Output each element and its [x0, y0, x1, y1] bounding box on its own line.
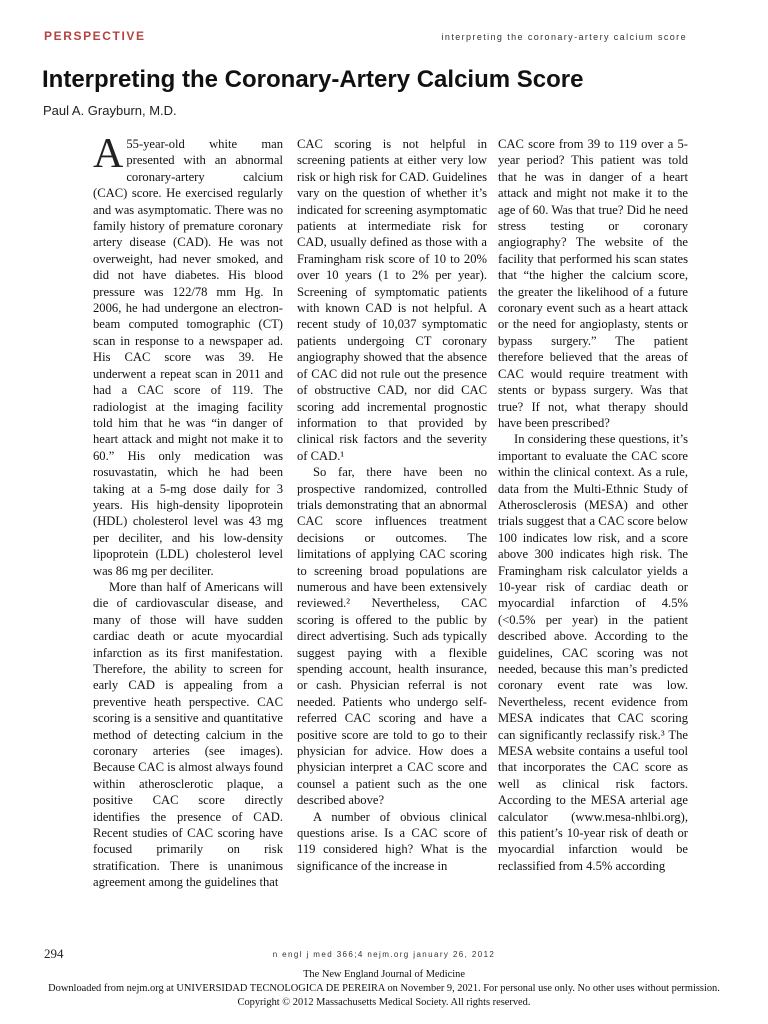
- article-title: Interpreting the Coronary-Artery Calcium Score: [42, 66, 584, 93]
- page-number: 294: [44, 946, 64, 961]
- download-notice: Downloaded from nejm.org at UNIVERSIDAD TECNOLOGICA DE PEREIRA on November 9, 2021. For personal use only. No other uses without permission.: [48, 983, 720, 994]
- text-column-1: [93, 136, 283, 926]
- text-column-2: [297, 136, 487, 926]
- running-title: interpreting the coronary-artery calcium score: [441, 32, 687, 42]
- paragraph: In considering these questions, it’s important to evaluate the CAC score within the clinical context. As a rule, data from the Multi-Ethnic Study of Atherosclerosis (MESA) and other trials suggest that a CAC score below 100 indicates low risk, and a score above 300 indicates high risk. The Framingham risk calculator yields a 10-year risk of cardiac death or myocardial infarction of 4.5% (<0.5% per year) in the patient described above. According to the guidelines, CAC scoring was not needed, because this man’s predicted coronary event rate was low. Nevertheless, recent evidence from MESA indicates that CAC scoring can significantly reclassify risk.³ The MESA website contains a useful tool that incorporates the CAC score as well as clinical risk factors. According to the MESA arterial age calculator (www.mesa-nhlbi.org), this patient’s 10-year risk of death or myocardial infarction would be reclassified from 4.5% according: [498, 432, 688, 873]
- paragraph-text: 55-year-old white man presented with an abnormal coronary-artery calcium (CAC) score. He exercised regularly and was asymptomatic. There was no family history of premature coronary artery disease (CAD). He was not overweight, had never smoked, and did not have diabetes. His blood pressure was 122/78 mm Hg. In 2006, he had undergone an electron-beam computed tomographic (CT) scan in response to a newspaper ad. His CAC score was 39. He underwent a repeat scan in 2011 and had a CAC score of 119. The radiologist at the imaging facility told him that he was “in danger of heart attack and might not make it to 60.” His only medication was rosuvastatin, which he had been taking at a 5-mg dose daily for 3 years. His high-density lipoprotein (HDL) cholesterol level was 43 mg per deciliter, and his low-density lipoprotein (LDL) cholesterol level was 86 mg per deciliter.: [93, 137, 283, 578]
- paragraph: More than half of Americans will die of cardiovascular disease, and many of those will have sudden cardiac death or acute myocardial infarction as its first manifestation. Therefore, the ability to screen for early CAD is appealing from a preventive heath perspective. CAC scoring is a sensitive and quantitative method of detecting calcium in the coronary arteries (see images). Because CAC is almost always found within atherosclerotic plaque, a positive CAC score directly identifies the presence of CAD. Recent studies of CAC scoring have focused primarily on risk stratification. There is unanimous agreement among the guidelines that: [93, 579, 283, 890]
- drop-cap: A: [93, 136, 124, 177]
- copyright-line: Copyright © 2012 Massachusetts Medical Society. All rights reserved.: [237, 997, 531, 1008]
- text-column-3: [498, 136, 688, 926]
- paragraph: So far, there have been no prospective randomized, controlled trials demonstrating that an abnormal CAC score influences treatment decisions or outcomes. The limitations of applying CAC scoring to screening broad populations are numerous and have been extensively reviewed.² Nevertheless, CAC scoring is offered to the public by direct advertising. Such ads typically suggest paying with a flexible spending account, health insurance, or cash. Physician referral is not needed. Patients who undergo self-referred CAC scoring and have a positive score are told to go to their physician for advice. How does a physician interpret a CAC score and counsel a patient such as the one described above?: [297, 465, 487, 808]
- author-byline: Paul A. Grayburn, M.D.: [43, 103, 177, 118]
- paragraph: [93, 136, 283, 579]
- paragraph: CAC scoring is not helpful in screening patients at either very low risk or high risk for CAD. Guidelines vary on the question of whether it’s indicated for screening asymptomatic patients at intermediate risk for CAD, usually defined as those with a Framingham risk score of 10 to 20% over 10 years (1 to 2% per year). Screening of symptomatic patients with known CAD is not helpful. A recent study of 10,037 symptomatic patients undergoing CT coronary angiography showed that the absence of CAC did not rule out the presence of obstructive CAD, nor did CAC scoring add incremental prognostic information to that provided by clinical risk factors and the severity of CAD.¹: [297, 137, 487, 463]
- section-label: PERSPECTIVE: [44, 29, 146, 43]
- paragraph: A number of obvious clinical questions arise. Is a CAC score of 119 considered high? What is the significance of the increase in: [297, 809, 487, 873]
- paragraph: CAC score from 39 to 119 over a 5-year period? This patient was told that he was in danger of a heart attack and might not make it to the age of 60. Was that true? Did he need stress testing or coronary angiography? The website of the facility that performed his scan states that “the higher the calcium score, the greater the likelihood of a future coronary event such as a heart attack or the need for angioplasty, stents or bypass surgery.” The patient therefore believed that the areas of CAC would require treatment with stents or bypass surgery. Was that true? If not, what therapy should have been prescribed?: [498, 137, 688, 430]
- publisher-line: The New England Journal of Medicine: [303, 969, 465, 980]
- journal-citation: n engl j med 366;4 nejm.org january 26, 2012: [272, 950, 496, 959]
